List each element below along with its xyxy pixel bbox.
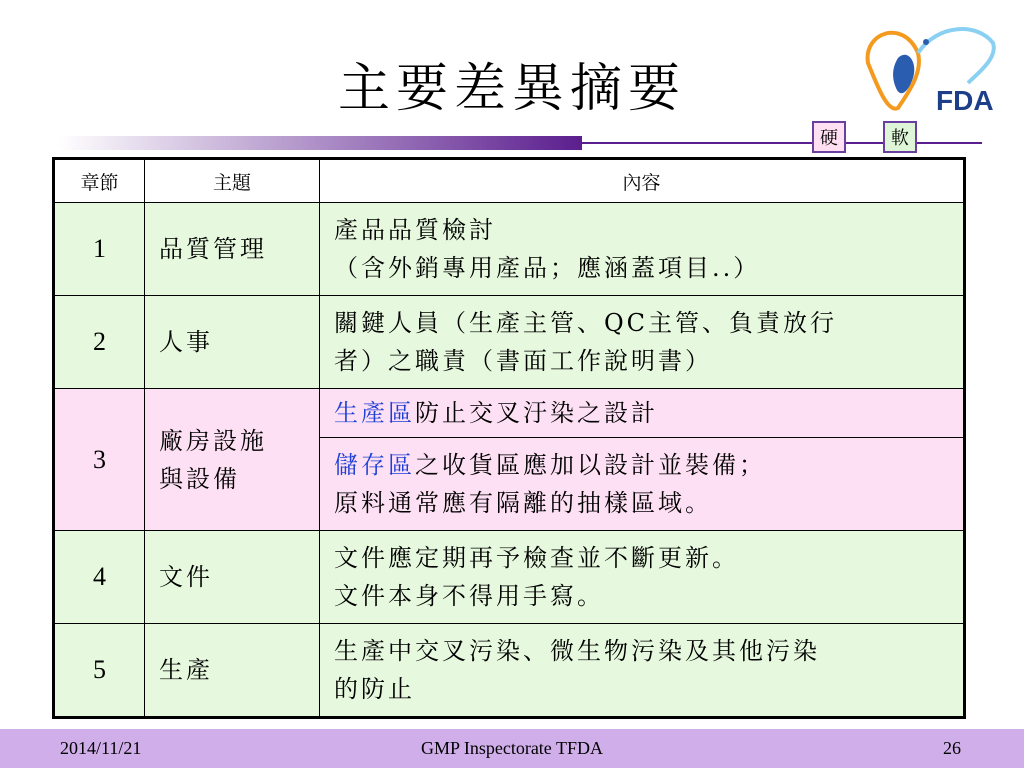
header-content: 內容 (320, 159, 965, 203)
table-row (54, 531, 965, 624)
fda-logo-text: FDA (936, 85, 994, 116)
slide-title: 主要差異摘要 (337, 59, 686, 119)
table-header-row (54, 159, 965, 203)
row-topic: 廠房設施 與設備 (145, 389, 320, 531)
row-content-storage-area: 儲存區之收貨區應加以設計並裝備； 原料通常應有隔離的抽樣區域。 (320, 438, 965, 531)
row-number: 3 (54, 389, 145, 531)
table-row (54, 203, 965, 296)
title-underline-line (582, 142, 982, 144)
row-topic: 人事 (145, 296, 320, 389)
row-number: 4 (54, 531, 145, 624)
tag-hard: 硬 (812, 121, 846, 153)
row-content: 文件應定期再予檢查並不斷更新。 文件本身不得用手寫。 (320, 531, 965, 624)
row-topic: 文件 (145, 531, 320, 624)
page-number: 26 (943, 738, 961, 758)
tag-soft: 軟 (883, 121, 917, 153)
row-content-production-area: 生產區防止交叉汙染之設計 (320, 389, 965, 438)
highlight-production-area: 生產區 (334, 399, 415, 427)
row-content: 產品品質檢討 （含外銷專用產品；應涵蓋項目..） (320, 203, 965, 296)
table-row (54, 624, 965, 718)
table-row (54, 296, 965, 389)
footer-date: 2014/11/21 (60, 738, 142, 758)
title-underline-gradient (58, 136, 582, 150)
header-chapter: 章節 (54, 159, 145, 203)
fda-logo (858, 18, 1008, 128)
highlight-storage-area: 儲存區 (334, 451, 415, 479)
row-number: 5 (54, 624, 145, 718)
row-number: 2 (54, 296, 145, 389)
summary-table (52, 157, 966, 719)
header-topic: 主題 (145, 159, 320, 203)
row-topic: 品質管理 (145, 203, 320, 296)
slide-footer (0, 729, 1024, 768)
table-row (54, 389, 965, 438)
row-number: 1 (54, 203, 145, 296)
row-content: 生產中交叉污染、微生物污染及其他污染 的防止 (320, 624, 965, 718)
row-content: 關鍵人員（生產主管、QC主管、負責放行 者）之職責（書面工作說明書） (320, 296, 965, 389)
row-topic: 生產 (145, 624, 320, 718)
footer-title: GMP Inspectorate TFDA (421, 738, 603, 758)
